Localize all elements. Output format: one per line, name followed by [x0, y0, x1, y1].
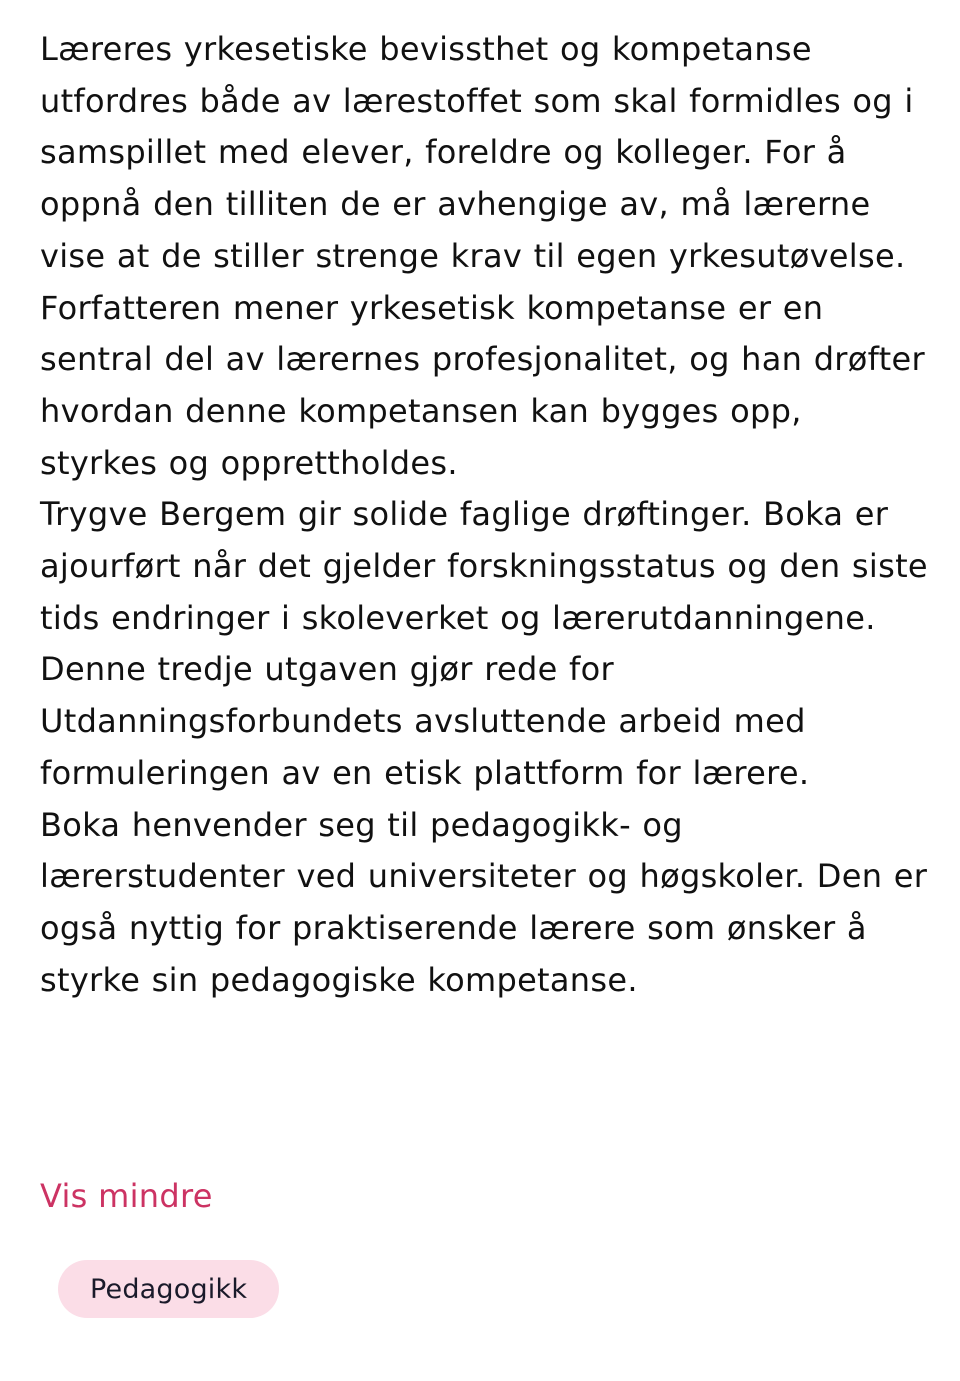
description-paragraph: Læreres yrkesetiske bevissthet og kompetanse utfordres både av lærestoffet som skal formidles og i samspillet med elever, foreldre og kolleger. For å oppnå den tilliten de er avhengige av, må lærerne vise at de stiller strenge krav til egen yrkesutøvelse. Forfatteren mener yrkesetisk kompetanse er en sentral del av lærernes profesjonalitet, og han drøfter hvordan denne kompetansen kan bygges opp, styrkes og opprettholdes. — [40, 30, 925, 482]
description-paragraph: Trygve Bergem gir solide faglige drøftinger. Boka er ajourført når det gjelder forskningsstatus og den siste tids endringer i skoleverket og lærerutdanningene. Denne tredje utgaven gjør rede for Utdanningsforbundets avsluttende arbeid med formuleringen av en etisk plattform for lærere. — [40, 495, 928, 792]
description-paragraph: Boka henvender seg til pedagogikk- og lærerstudenter ved universiteter og høgskoler. Den er også nyttig for praktiserende lærere som ønsker å styrke sin pedagogiske kompetanse. — [40, 805, 928, 999]
tag-chip-pedagogikk[interactable]: Pedagogikk — [58, 1260, 279, 1318]
description-text — [40, 24, 930, 1006]
show-less-link[interactable]: Vis mindre — [40, 1177, 213, 1215]
book-description — [40, 24, 930, 1006]
